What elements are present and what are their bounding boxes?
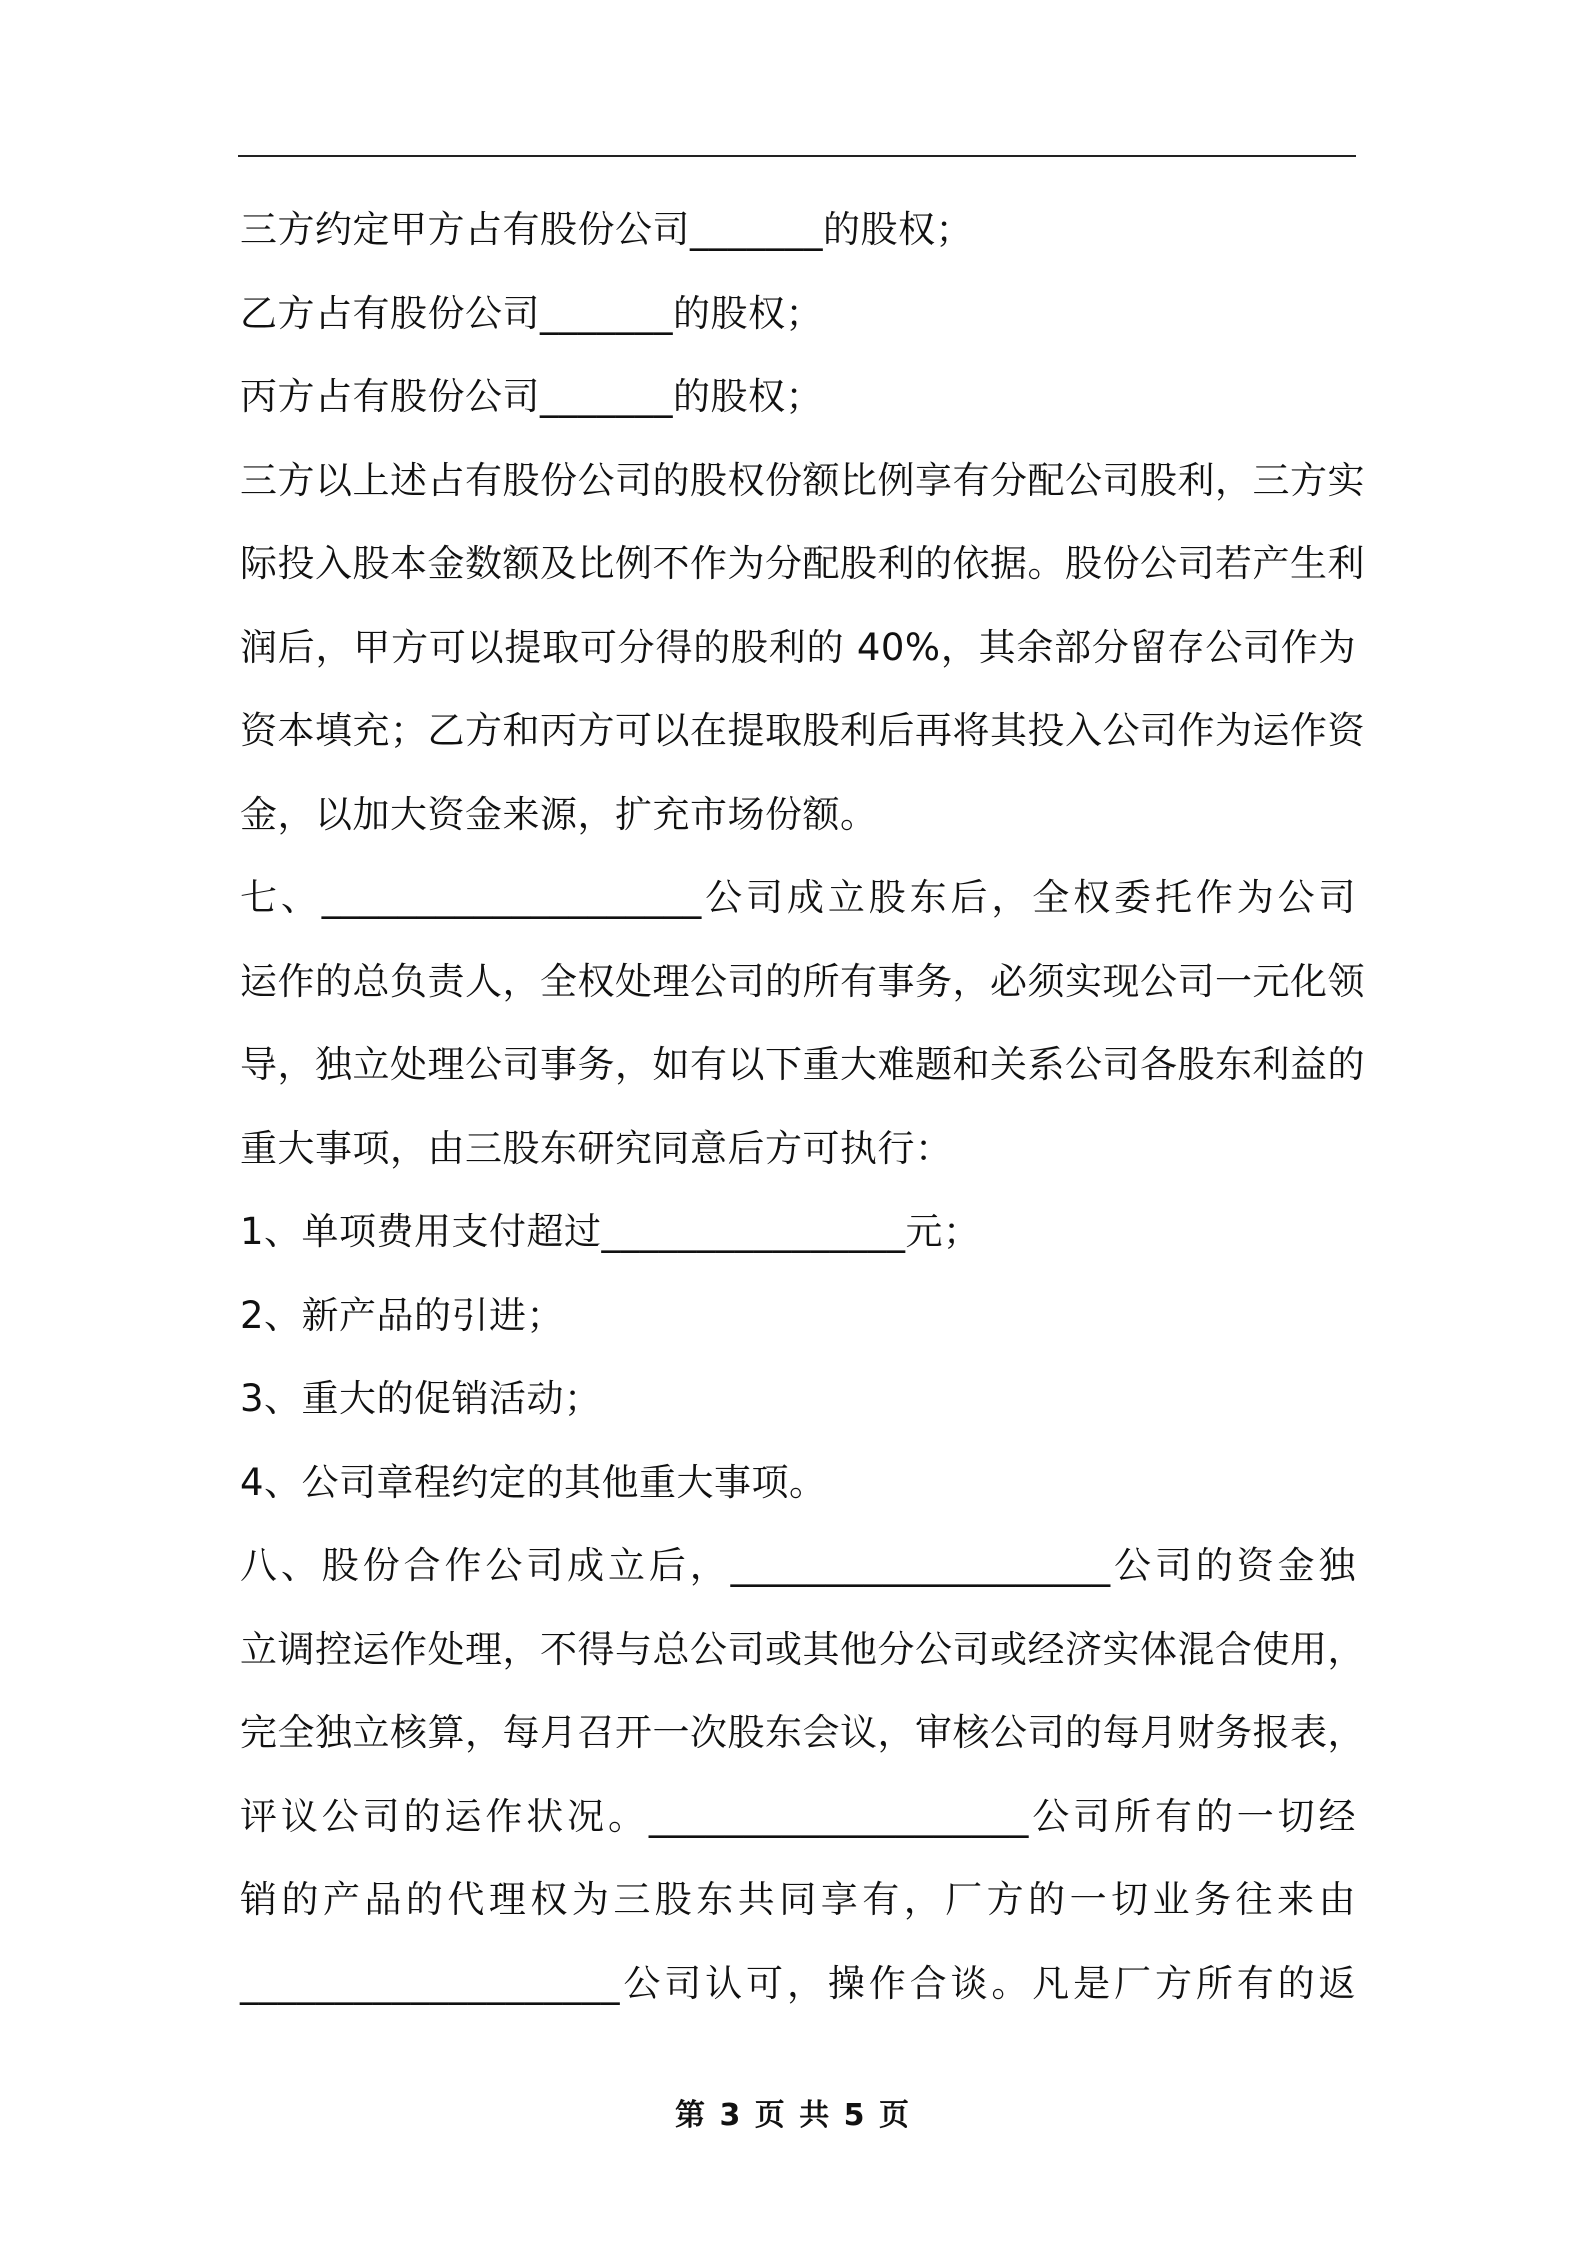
body-line: 八、股份合作公司成立后，____________________公司的资金独	[240, 1544, 1356, 1587]
body-line: 立调控运作处理，不得与总公司或其他分公司或经济实体混合使用，	[240, 1627, 1365, 1671]
body-line: 2、新产品的引进；	[240, 1293, 565, 1337]
body-line: 重大事项，由三股东研究同意后方可执行：	[240, 1126, 953, 1170]
body-line: 资本填充；乙方和丙方可以在提取股利后再将其投入公司作为运作资	[240, 709, 1365, 752]
body-line: 丙方占有股份公司_______的股权；	[240, 375, 823, 418]
body-line: 3、重大的促销活动；	[240, 1377, 602, 1420]
body-line: ____________________公司认可，操作合谈。凡是厂方所有的返	[240, 1961, 1356, 2005]
body-line: 运作的总负责人，全权处理公司的所有事务，必须实现公司一元化领	[240, 959, 1365, 1003]
body-line: 际投入股本金数额及比例不作为分配股利的依据。股份公司若产生利	[240, 542, 1365, 585]
body-line: 乙方占有股份公司_______的股权；	[240, 291, 823, 335]
body-line: 三方以上述占有股份公司的股权份额比例享有分配公司股利，三方实	[240, 458, 1365, 502]
body-line: 金，以加大资金来源，扩充市场份额。	[240, 792, 878, 836]
body-line: 润后，甲方可以提取可分得的股利的 40%，其余部分留存公司作为	[240, 625, 1356, 669]
body-line: 销的产品的代理权为三股东共同享有，厂方的一切业务往来由	[240, 1878, 1356, 1921]
page-number-footer: 第 3 页 共 5 页	[675, 2098, 911, 2133]
document-body	[240, 200, 1365, 2037]
body-line: 1、单项费用支付超过________________元；	[240, 1210, 981, 1253]
body-line: 导，独立处理公司事务，如有以下重大难题和关系公司各股东利益的	[240, 1043, 1365, 1086]
body-line: 完全独立核算，每月召开一次股东会议，审核公司的每月财务报表，	[240, 1711, 1365, 1754]
body-line: 评议公司的运作状况。____________________公司所有的一切经	[240, 1794, 1356, 1838]
body-line: 七、____________________公司成立股东后，全权委托作为公司	[240, 876, 1356, 919]
header-rule	[238, 155, 1356, 157]
body-line: 4、公司章程约定的其他重大事项。	[240, 1460, 827, 1504]
body-line: 三方约定甲方占有股份公司_______的股权；	[240, 208, 973, 251]
